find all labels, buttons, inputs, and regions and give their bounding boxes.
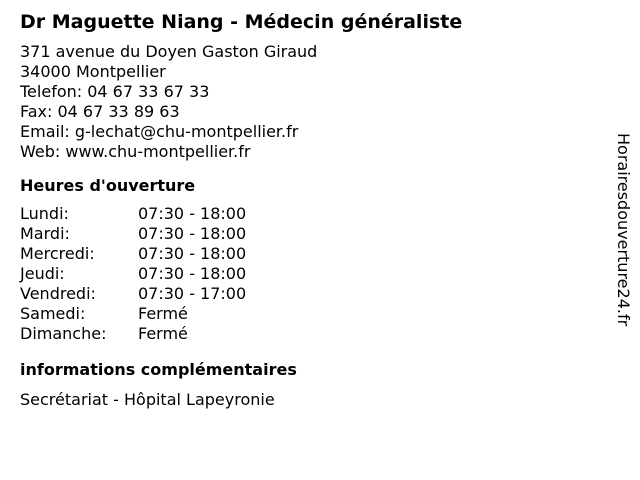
time-value: 07:30 - 17:00 [138, 284, 247, 303]
extra-info-heading: informations complémentaires [20, 360, 297, 379]
page-title: Dr Maguette Niang - Médecin généraliste [20, 11, 463, 33]
address-line-1: 371 avenue du Doyen Gaston Giraud [20, 42, 318, 61]
hours-row [20, 324, 600, 344]
hours-row [20, 284, 600, 304]
day-label: Samedi: [20, 304, 86, 323]
contact-block [20, 42, 600, 162]
hours-heading: Heures d'ouverture [20, 176, 196, 195]
hours-row [20, 224, 600, 244]
day-label: Lundi: [20, 204, 69, 223]
fax-line: Fax: 04 67 33 89 63 [20, 102, 180, 121]
hours-row [20, 264, 600, 284]
doctor-info-card [20, 10, 600, 410]
time-value: Fermé [138, 324, 188, 343]
day-label: Vendredi: [20, 284, 96, 303]
phone-line: Telefon: 04 67 33 67 33 [20, 82, 210, 101]
time-value: 07:30 - 18:00 [138, 224, 247, 243]
day-label: Dimanche: [20, 324, 107, 343]
address-line-2: 34000 Montpellier [20, 62, 166, 81]
time-value: 07:30 - 18:00 [138, 204, 247, 223]
hours-row [20, 204, 600, 224]
time-value: Fermé [138, 304, 188, 323]
day-label: Mardi: [20, 224, 70, 243]
email-line[interactable]: Email: g-lechat@chu-montpellier.fr [20, 122, 299, 141]
web-line[interactable]: Web: www.chu-montpellier.fr [20, 142, 251, 161]
time-value: 07:30 - 18:00 [138, 264, 247, 283]
time-value: 07:30 - 18:00 [138, 244, 247, 263]
hours-table [20, 204, 600, 344]
day-label: Mercredi: [20, 244, 95, 263]
hours-row [20, 304, 600, 324]
day-label: Jeudi: [20, 264, 65, 283]
extra-info-text: Secrétariat - Hôpital Lapeyronie [20, 390, 275, 409]
brand-watermark: Horairesdouverture24.fr [614, 133, 633, 327]
hours-row [20, 244, 600, 264]
